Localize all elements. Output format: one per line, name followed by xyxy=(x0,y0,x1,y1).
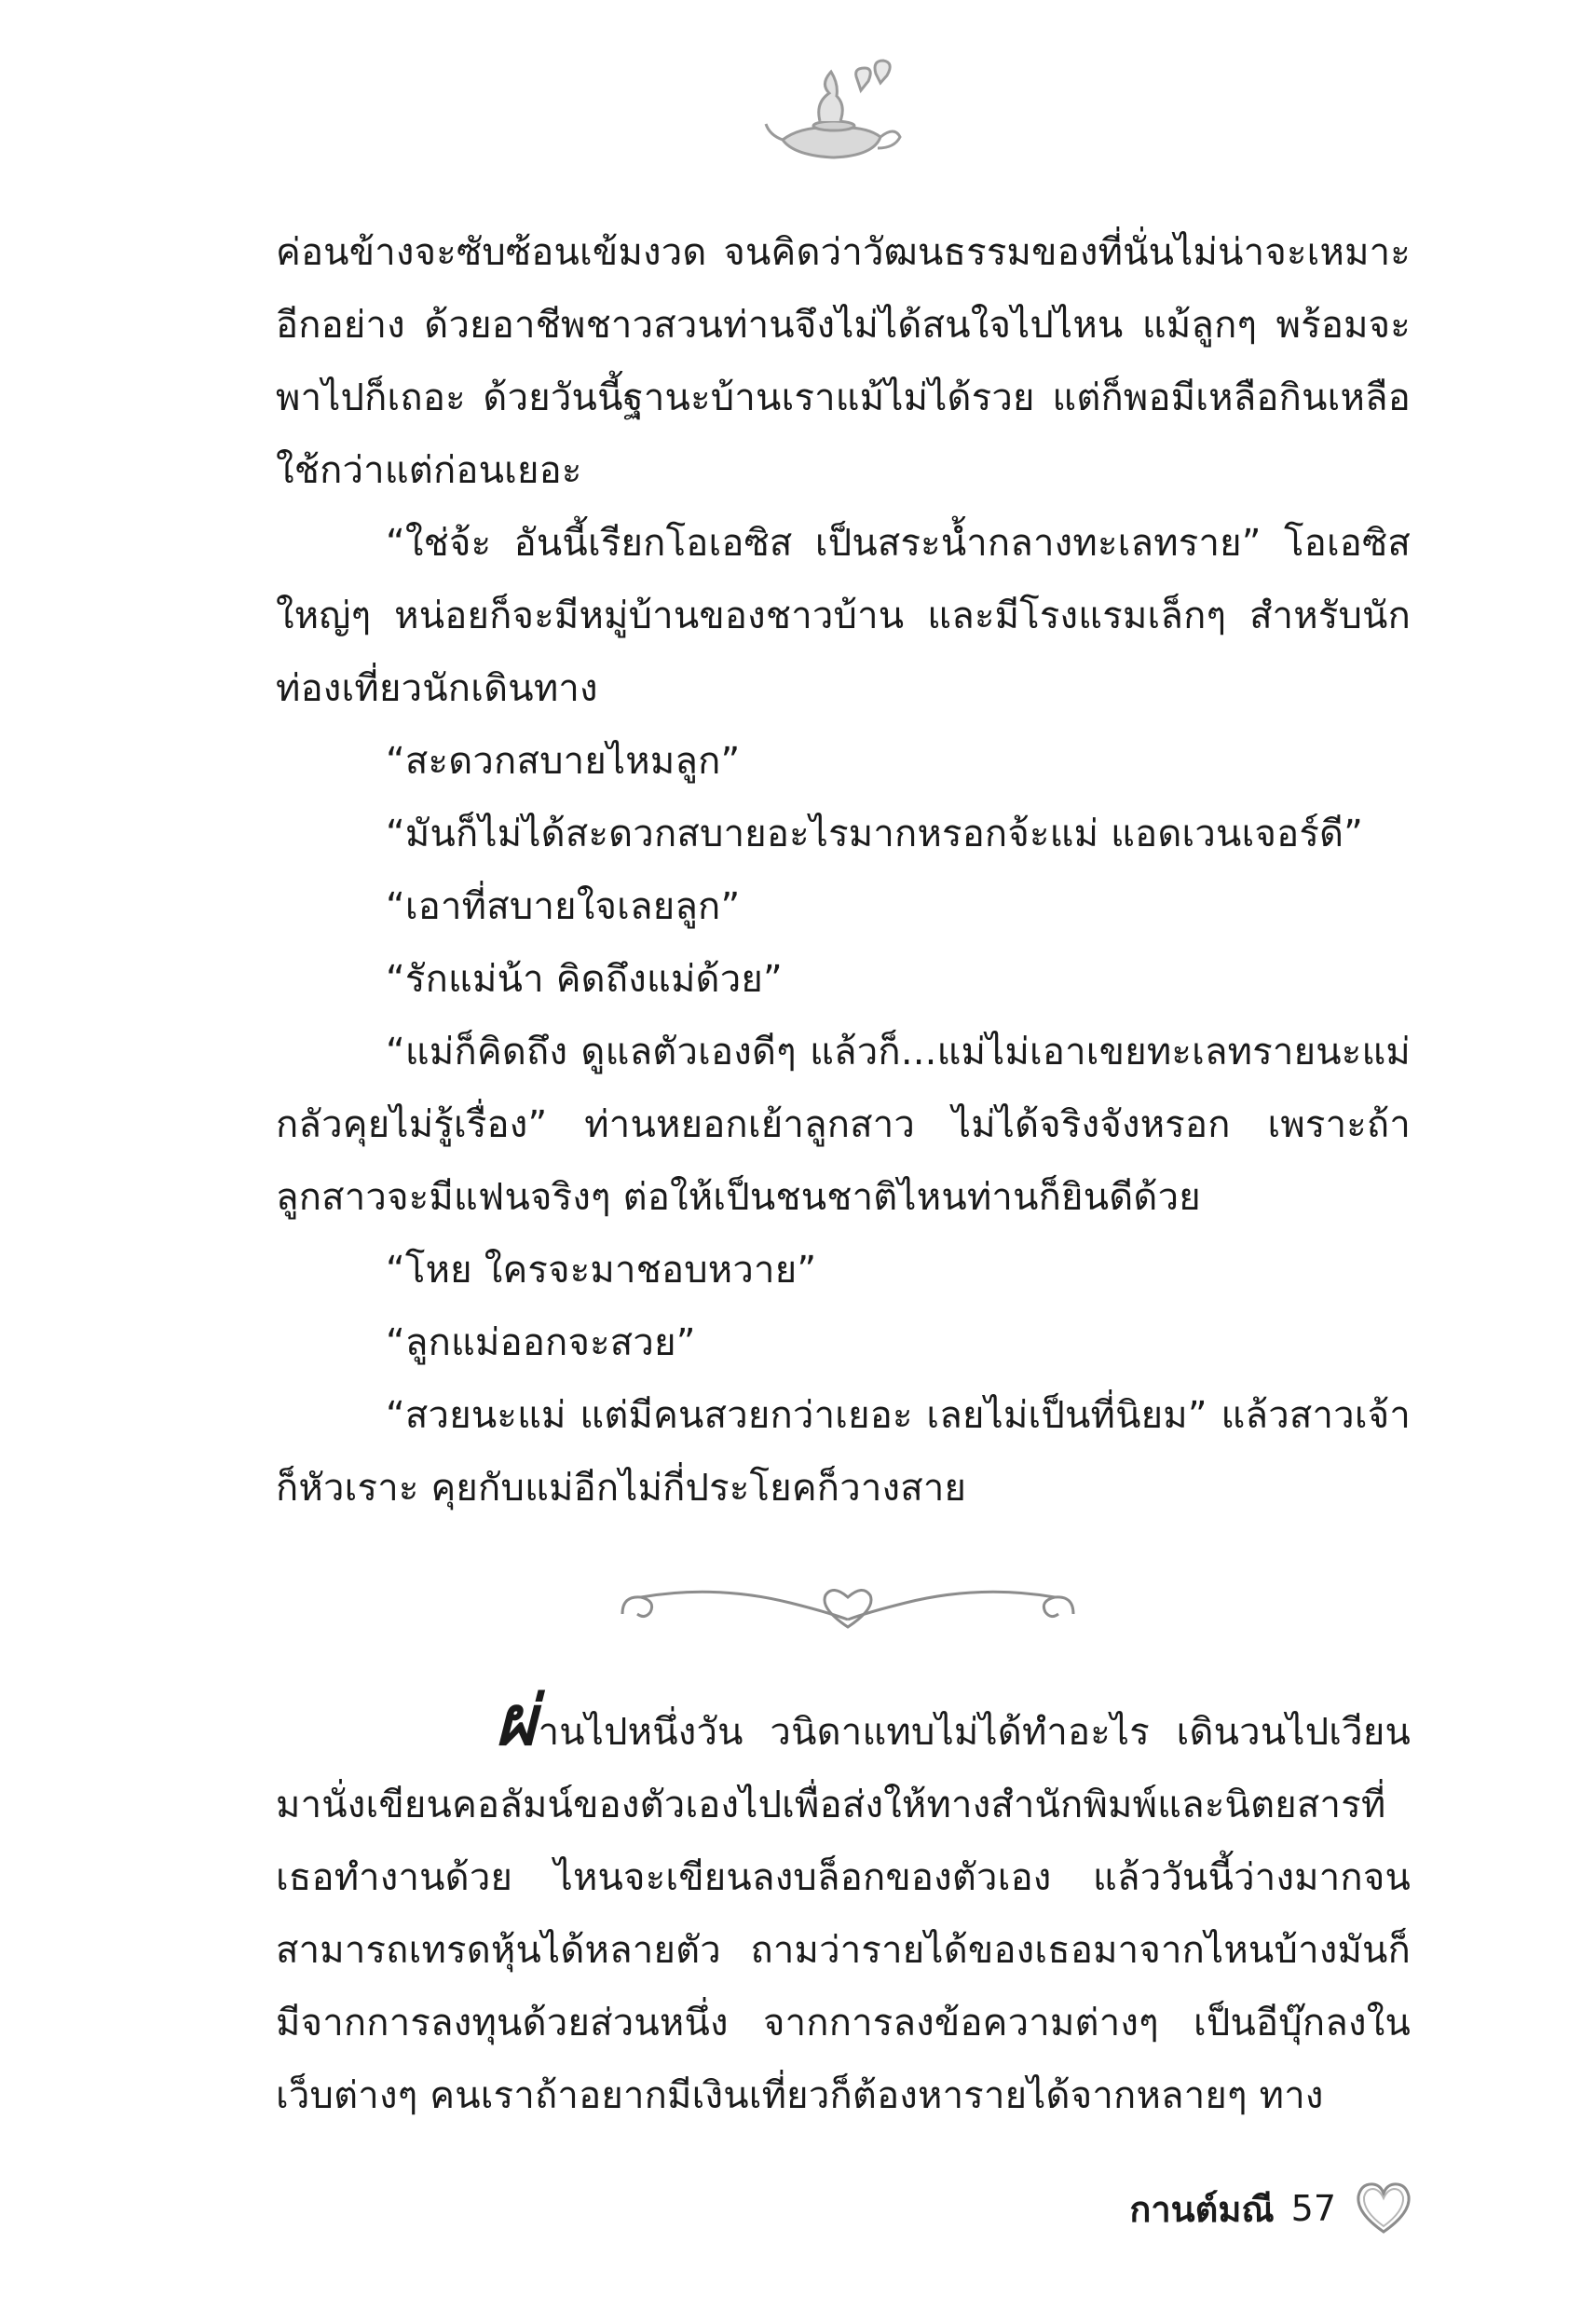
paragraph: “สวยนะแม่ แต่มีคนสวยกว่าเยอะ เลยไม่เป็นที่นิยม” แล้วสาวเจ้าก็หัวเราะ คุยกับแม่อีกไม่กี่ประโยคก็วางสาย xyxy=(276,1394,1411,1510)
teapot-logo-icon xyxy=(764,51,904,172)
paragraph: “มันก็ไม่ได้สะดวกสบายอะไรมากหรอกจ้ะแม่ แอดเวนเจอร์ดี” xyxy=(386,813,1364,855)
book-title: กานต์มณี xyxy=(1129,2188,1275,2230)
paragraph: ค่อนข้างจะซับซ้อนเข้มงวด จนคิดว่าวัฒนธรรมของที่นั่นไม่น่าจะเหมาะอีกอย่าง ด้วยอาชีพชาวสวนท่านจึงไม่ได้สนใจไปไหน แม้ลูกๆ พร้อมจะพาไปก็เถอะ ด้วยวันนี้ฐานะบ้านเราแม้ไม่ได้รวย แต่ก็พอมีเหลือกินเหลือใช้กว่าแต่ก่อนเยอะ xyxy=(276,231,1411,492)
heart-outline-icon xyxy=(1353,2180,1414,2237)
paragraph: “โหย ใครจะมาชอบหวาย” xyxy=(386,1249,817,1292)
paragraph: “แม่ก็คิดถึง ดูแลตัวเองดีๆ แล้วก็...แม่ไม่เอาเขยทะเลทรายนะแม่กลัวคุยไม่รู้เรื่อง” ท่านหยอกเย้าลูกสาว ไม่ได้จริงจังหรอก เพราะถ้าลูกสาวจะมีแฟนจริงๆ ต่อให้เป็นชนชาติไหนท่านก็ยินดีด้วย xyxy=(276,1031,1411,1219)
page-footer xyxy=(1129,2181,1414,2236)
paragraph-text: านไปหนึ่งวัน วนิดาแทบไม่ได้ทำอะไร เดินวนไปเวียนมานั่งเขียนคอลัมน์ของตัวเองไปเพื่อส่งให้ทางสำนักพิมพ์และนิตยสารที่เธอทำงานด้วย ไหนจะเขียนลงบล็อกของตัวเอง แล้ววันนี้ว่างมากจนสามารถเทรดหุ้นได้หลายตัว ถามว่ารายได้ของเธอมาจากไหนบ้างมันก็มีจากการลงทุนด้วยส่วนหนึ่ง จากการลงข้อความต่างๆ เป็นอีบุ๊กลงในเว็บต่างๆ คนเราถ้าอยากมีเงินเที่ยวก็ต้องหารายได้จากหลายๆ ทาง xyxy=(276,1711,1411,2117)
page-number: 57 xyxy=(1290,2188,1336,2229)
paragraph: “ลูกแม่ออกจะสวย” xyxy=(386,1321,696,1364)
dropcap: ผ่ xyxy=(496,1681,537,1761)
paragraph: “รักแม่น้า คิดถึงแม่ด้วย” xyxy=(386,958,783,1001)
paragraph: “ใช่จ้ะ อันนี้เรียกโอเอซิส เป็นสระน้ำกลางทะเลทราย” โอเอซิสใหญ่ๆ หน่อยก็จะมีหมู่บ้านของชาวบ้าน และมีโรงแรมเล็กๆ สำหรับนักท่องเที่ยวนักเดินทาง xyxy=(276,522,1411,710)
body-text-bottom xyxy=(276,1681,1411,2132)
body-text-top xyxy=(276,216,1411,1525)
heart-scroll-ornament-icon xyxy=(604,1575,1092,1640)
paragraph xyxy=(276,1681,1411,2132)
paragraph: “เอาที่สบายใจเลยลูก” xyxy=(386,885,741,928)
paragraph: “สะดวกสบายไหมลูก” xyxy=(386,740,741,783)
